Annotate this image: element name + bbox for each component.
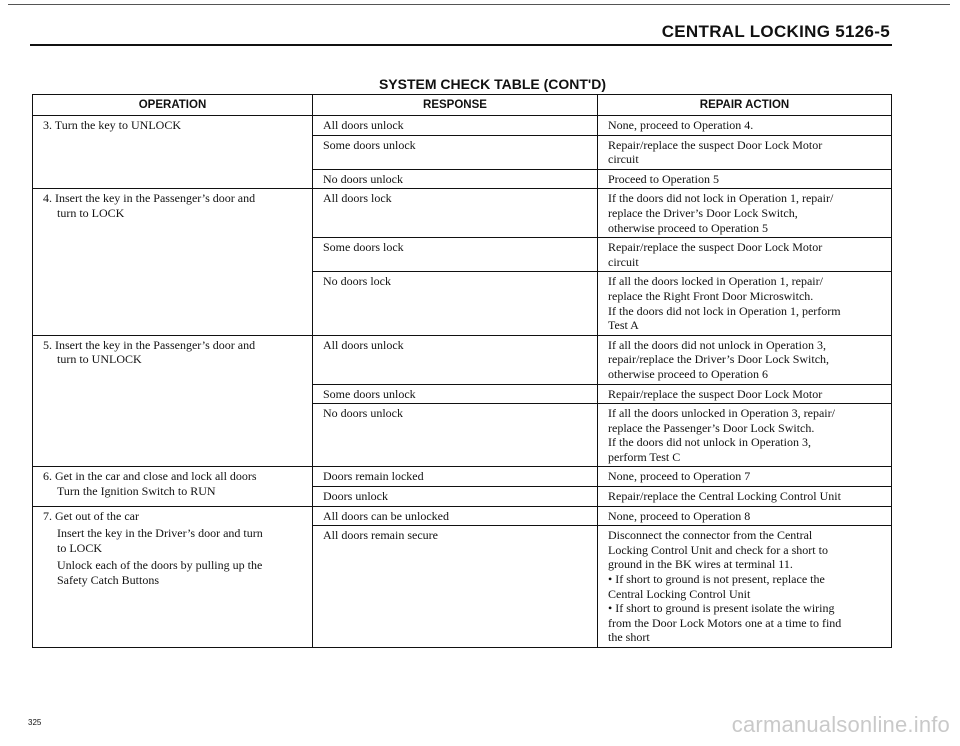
- repair-action-line: replace the Passenger’s Door Lock Switch.: [608, 420, 815, 435]
- operation-line: turn to UNLOCK: [57, 352, 142, 367]
- repair-action-line: Test A: [608, 318, 639, 333]
- repair-action-line: from the Door Lock Motors one at a time to find: [608, 615, 842, 630]
- repair-action-line: If all the doors locked in Operation 1, repair/: [608, 274, 823, 289]
- repair-action-line: • If short to ground is present isolate the wiring: [608, 601, 835, 616]
- repair-action-line: None, proceed to Operation 7: [608, 469, 751, 484]
- operation-line: 5. Insert the key in the Passenger’s door and: [43, 337, 256, 352]
- operation-line: Insert the key in the Driver’s door and turn: [57, 526, 263, 541]
- operation-cell: [33, 506, 313, 647]
- response-cell: All doors can be unlocked: [313, 506, 598, 526]
- response-cell: Doors remain locked: [313, 467, 598, 487]
- repair-action-line: replace the Right Front Door Microswitch.: [608, 288, 814, 303]
- response-cell: Doors unlock: [313, 487, 598, 507]
- top-rule: [8, 4, 950, 5]
- table-row: [33, 116, 892, 136]
- repair-action-line: circuit: [608, 254, 639, 269]
- table-row: [33, 467, 892, 487]
- watermark: carmanualsonline.info: [731, 712, 950, 737]
- operation-line: 4. Insert the key in the Passenger’s door and: [43, 191, 256, 206]
- operation-line: Unlock each of the doors by pulling up the: [57, 558, 263, 573]
- response-cell: All doors lock: [313, 189, 598, 238]
- operation-line: Turn the Ignition Switch to RUN: [57, 484, 216, 499]
- repair-action-cell: [598, 487, 892, 507]
- repair-action-line: Proceed to Operation 5: [608, 171, 719, 186]
- repair-action-line: circuit: [608, 152, 639, 167]
- repair-action-line: None, proceed to Operation 4.: [608, 118, 754, 132]
- table-header-row: [33, 95, 892, 116]
- repair-action-line: If the doors did not lock in Operation 1, perform: [608, 303, 841, 318]
- repair-action-cell: [598, 135, 892, 169]
- repair-action-cell: [598, 404, 892, 467]
- repair-action-cell: [598, 116, 892, 136]
- repair-action-line: Repair/replace the Central Locking Control Unit: [608, 489, 841, 504]
- repair-action-line: Central Locking Control Unit: [608, 586, 751, 601]
- repair-action-cell: [598, 384, 892, 404]
- repair-action-line: replace the Driver’s Door Lock Switch,: [608, 205, 798, 220]
- operation-cell: [33, 116, 313, 189]
- response-cell: No doors unlock: [313, 169, 598, 189]
- table-row: [33, 335, 892, 384]
- column-header-operation: OPERATION: [33, 95, 313, 116]
- repair-action-cell: [598, 335, 892, 384]
- operation-line: 7. Get out of the car: [43, 508, 139, 523]
- repair-action-line: Repair/replace the suspect Door Lock Motor: [608, 137, 823, 152]
- operation-line: 3. Turn the key to UNLOCK: [43, 118, 182, 132]
- response-cell: No doors lock: [313, 272, 598, 335]
- response-cell: Some doors lock: [313, 238, 598, 272]
- table-body: [33, 116, 892, 648]
- repair-action-cell: [598, 238, 892, 272]
- repair-action-line: perform Test C: [608, 449, 681, 464]
- response-cell: Some doors unlock: [313, 135, 598, 169]
- response-cell: All doors remain secure: [313, 526, 598, 648]
- response-cell: No doors unlock: [313, 404, 598, 467]
- repair-action-line: Repair/replace the suspect Door Lock Motor: [608, 240, 823, 255]
- operation-cell: [33, 189, 313, 335]
- column-header-repair-action: REPAIR ACTION: [598, 95, 892, 116]
- repair-action-line: If the doors did not unlock in Operation 3,: [608, 435, 811, 450]
- repair-action-line: If all the doors did not unlock in Operation 3,: [608, 337, 826, 352]
- response-cell: All doors unlock: [313, 335, 598, 384]
- repair-action-line: Disconnect the connector from the Central: [608, 528, 813, 543]
- page-header-title: CENTRAL LOCKING 5126-5: [661, 22, 890, 41]
- repair-action-cell: [598, 272, 892, 335]
- repair-action-line: ground in the BK wires at terminal 11.: [608, 557, 793, 572]
- table-title: SYSTEM CHECK TABLE (CONT'D): [378, 76, 607, 92]
- operation-line: Safety Catch Buttons: [57, 573, 159, 588]
- repair-action-line: otherwise proceed to Operation 6: [608, 366, 768, 381]
- repair-action-line: the short: [608, 630, 650, 645]
- repair-action-line: None, proceed to Operation 8: [608, 508, 751, 523]
- header-rule: [30, 44, 892, 46]
- repair-action-cell: [598, 169, 892, 189]
- repair-action-line: repair/replace the Driver’s Door Lock Switch,: [608, 352, 830, 367]
- operation-cell: [33, 467, 313, 506]
- column-header-response: RESPONSE: [313, 95, 598, 116]
- repair-action-cell: [598, 189, 892, 238]
- repair-action-cell: [598, 526, 892, 648]
- table-row: [33, 506, 892, 526]
- repair-action-cell: [598, 506, 892, 526]
- operation-line: 6. Get in the car and close and lock all doors: [43, 469, 257, 484]
- table-row: [33, 189, 892, 238]
- operation-cell: [33, 335, 313, 467]
- response-cell: Some doors unlock: [313, 384, 598, 404]
- response-cell: All doors unlock: [313, 116, 598, 136]
- repair-action-line: • If short to ground is not present, replace the: [608, 572, 825, 587]
- repair-action-line: If all the doors unlocked in Operation 3, repair/: [608, 406, 835, 421]
- repair-action-line: If the doors did not lock in Operation 1, repair/: [608, 191, 834, 206]
- page-number: 325: [28, 718, 42, 727]
- operation-line: turn to LOCK: [57, 205, 125, 220]
- repair-action-line: Locking Control Unit and check for a short to: [608, 542, 828, 557]
- repair-action-line: Repair/replace the suspect Door Lock Motor: [608, 386, 823, 401]
- operation-line: to LOCK: [57, 540, 102, 555]
- repair-action-cell: [598, 467, 892, 487]
- system-check-table: [32, 94, 892, 648]
- repair-action-line: otherwise proceed to Operation 5: [608, 220, 768, 235]
- system-check-table-wrapper: [32, 94, 891, 648]
